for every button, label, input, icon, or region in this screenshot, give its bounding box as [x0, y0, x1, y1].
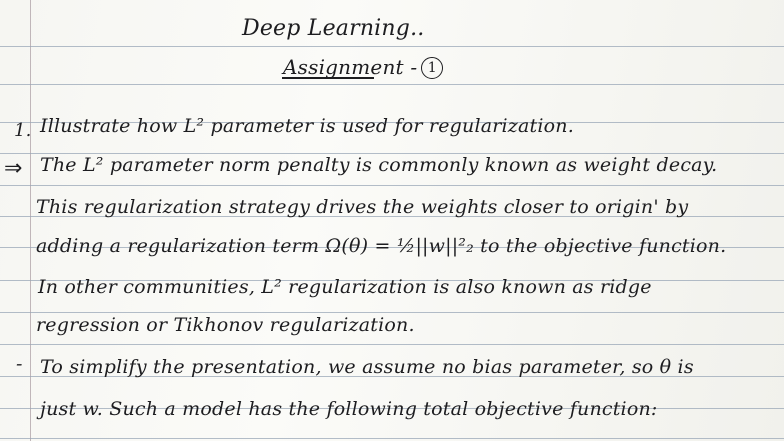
page-title: Deep Learning.. — [242, 16, 425, 41]
subtitle-text: Assignment - — [283, 55, 418, 79]
page-subtitle — [283, 55, 443, 79]
ruled-line — [0, 84, 784, 85]
answer-line: This regularization strategy drives the weights closer to origin' by — [36, 196, 689, 218]
point-line: To simplify the presentation, we assume no bias parameter, so θ is — [40, 356, 694, 378]
ruled-line — [0, 344, 784, 345]
answer-line: regression or Tikhonov regularization. — [36, 314, 415, 336]
answer-line: The L² parameter norm penalty is commonly known as weight decay. — [40, 154, 718, 176]
ruled-line — [0, 185, 784, 186]
ruled-line — [0, 46, 784, 47]
margin-line — [30, 0, 31, 441]
ruled-line — [0, 438, 784, 439]
question-text: Illustrate how L² parameter is used for regularization. — [40, 115, 574, 137]
answer-line: adding a regularization term Ω(θ) = ½||w||²₂ to the objective function. — [36, 235, 727, 257]
bullet: - — [16, 353, 23, 375]
question-number: 1. — [14, 120, 32, 141]
ruled-line — [0, 312, 784, 313]
answer-arrow: ⇒ — [4, 156, 23, 181]
answer-line: In other communities, L² regularization is also known as ridge — [38, 276, 652, 298]
point-line: just w. Such a model has the following total objective function: — [40, 398, 658, 420]
assignment-number-badge: 1 — [421, 57, 443, 79]
